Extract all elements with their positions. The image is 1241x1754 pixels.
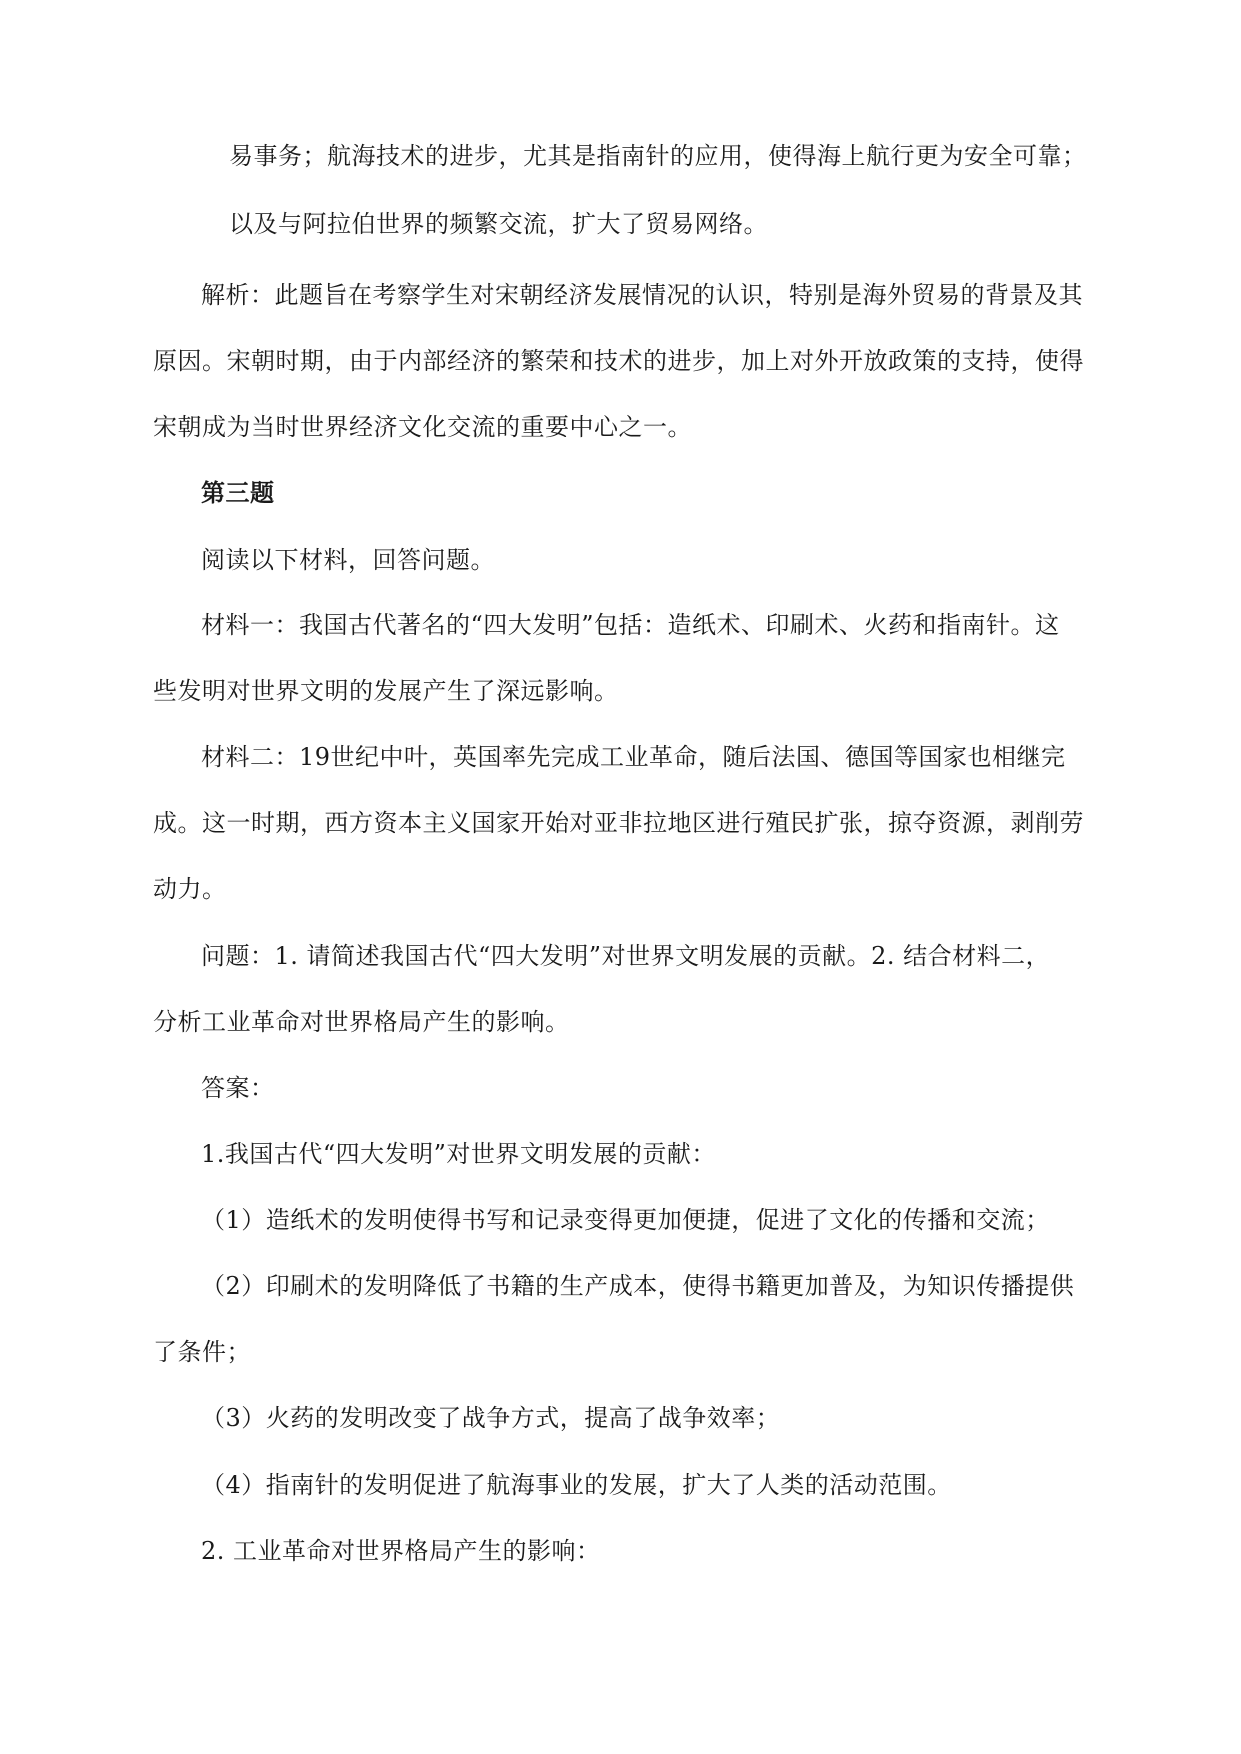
analysis-paragraph-line: 原因。宋朝时期，由于内部经济的繁荣和技术的进步，加上对外开放政策的支持，使得 <box>153 347 1084 375</box>
answer-subitem: （3）火药的发明改变了战争方式，提高了战争效率； <box>201 1404 781 1432</box>
material-one-line: 些发明对世界文明的发展产生了深远影响。 <box>153 677 619 705</box>
material-one-line: 材料一：我国古代著名的“四大发明”包括：造纸术、印刷术、火药和指南针。这 <box>201 611 1060 639</box>
answer-item-heading: 2. 工业革命对世界格局产生的影响： <box>201 1537 601 1565</box>
answer-continuation-line: 易事务；航海技术的进步，尤其是指南针的应用，使得海上航行更为安全可靠； <box>229 142 1087 170</box>
section-heading: 第三题 <box>201 478 275 507</box>
instruction-line: 阅读以下材料，回答问题。 <box>201 546 495 574</box>
question-line: 分析工业革命对世界格局产生的影响。 <box>153 1008 570 1036</box>
analysis-paragraph-line: 宋朝成为当时世界经济文化交流的重要中心之一。 <box>153 413 692 441</box>
material-two-line: 材料二：19世纪中叶，英国率先完成工业革命，随后法国、德国等国家也相继完 <box>201 743 1066 771</box>
answer-subitem: （4）指南针的发明促进了航海事业的发展，扩大了人类的活动范围。 <box>201 1471 952 1499</box>
answer-subitem: 了条件； <box>153 1338 251 1366</box>
question-line: 问题：1. 请简述我国古代“四大发明”对世界文明发展的贡献。2. 结合材料二， <box>201 942 1051 970</box>
analysis-paragraph-line: 解析：此题旨在考察学生对宋朝经济发展情况的认识，特别是海外贸易的背景及其 <box>201 281 1083 309</box>
material-two-line: 成。这一时期，西方资本主义国家开始对亚非拉地区进行殖民扩张，掠夺资源，剥削劳 <box>153 809 1084 837</box>
answer-subitem: （1）造纸术的发明使得书写和记录变得更加便捷，促进了文化的传播和交流； <box>201 1206 1050 1234</box>
answer-subitem: （2）印刷术的发明降低了书籍的生产成本，使得书籍更加普及，为知识传播提供 <box>201 1272 1075 1300</box>
material-two-line: 动力。 <box>153 875 227 903</box>
answer-continuation-line: 以及与阿拉伯世界的频繁交流，扩大了贸易网络。 <box>229 210 768 238</box>
answer-label: 答案： <box>201 1074 275 1102</box>
answer-item-heading: 1.我国古代“四大发明”对世界文明发展的贡献： <box>201 1140 716 1168</box>
